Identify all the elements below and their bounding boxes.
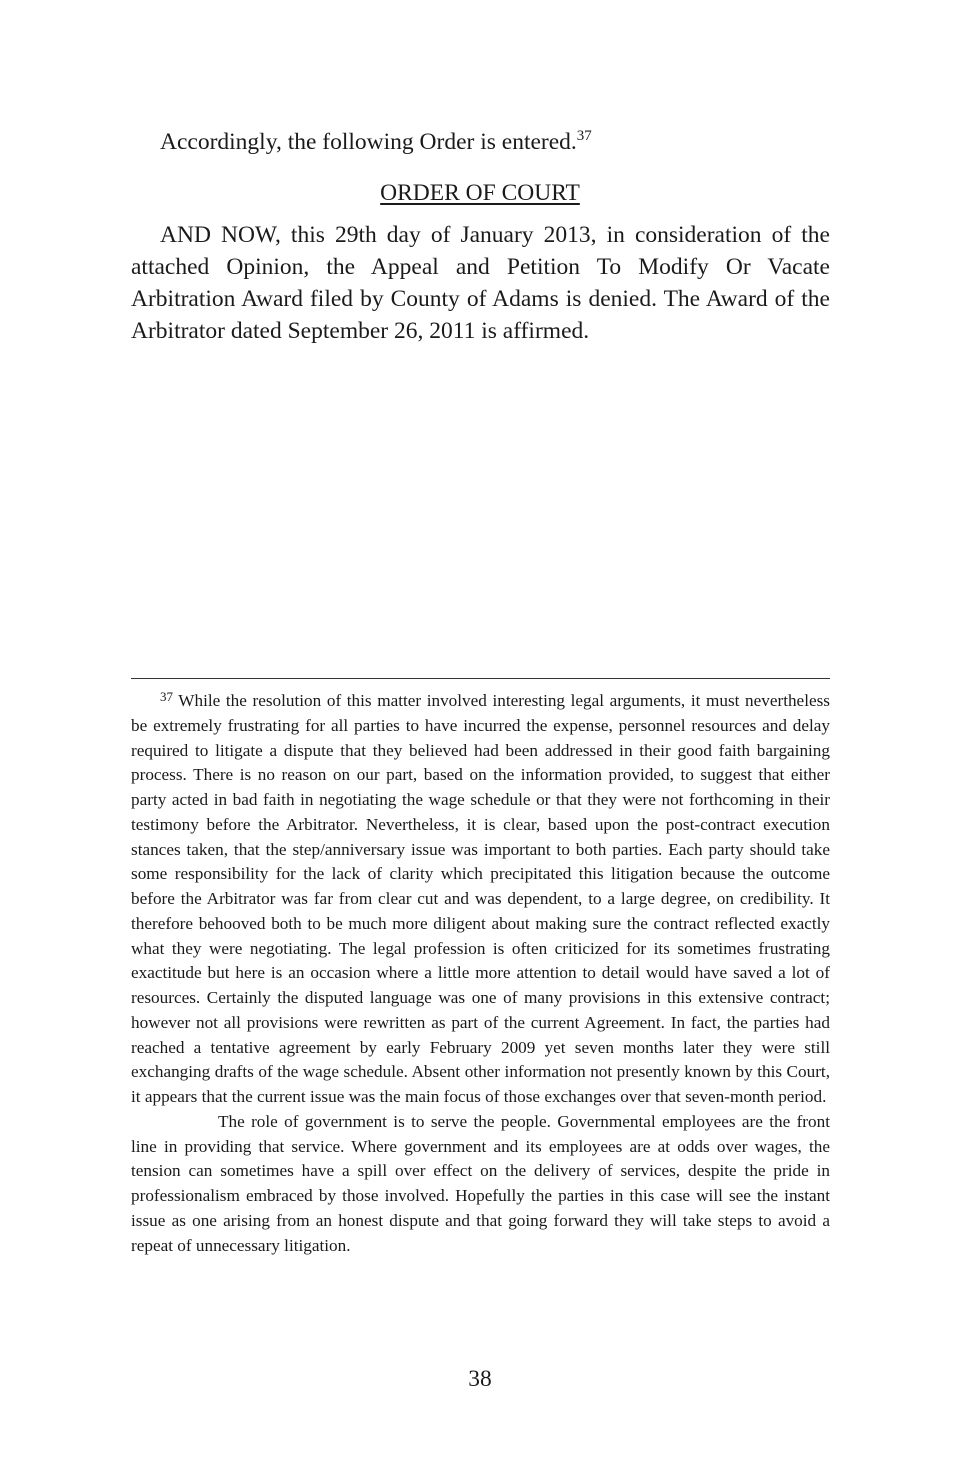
order-body: AND NOW, this 29th day of January 2013, in consideration of the attached Opinion, the Appeal and Petition To Modify Or Vacate Arbitration Award filed by County of Adams is denied. The Award of the Arbitrator dated September 26, 2011 is affirmed. xyxy=(131,222,830,344)
footnote-paragraph-1-text: While the resolution of this matter involved interesting legal arguments, it must nevertheless be extremely frustrating for all parties to have incurred the expense, personnel resources and delay required to litigate a dispute that they believed had been addressed in their good faith bargaining process. There is no reason on our part, based on the information provided, to suggest that either party acted in bad faith in negotiating the wage schedule or that they were not forthcoming in their testimony before the Arbitrator. Nevertheless, it is clear, based upon the post-contract execution stances taken, that the step/anniversary issue was important to both parties. Each party should take some responsibility for the lack of clarity which precipitated this litigation because the outcome before the Arbitrator was far from clear cut and was dependent, to a large degree, on credibility. It therefore behooved both to be much more diligent about making sure the contract reflected exactly what they were negotiating. The legal profession is often criticized for its sometimes frustrating exactitude but here is an occasion where a little more attention to detail would have saved a lot of resources. Certainly the disputed language was one of many provisions in this extensive contract; however not all provisions were rewritten as part of the current Agreement. In fact, the parties had reached a tentative agreement by early February 2009 yet seven months later they were still exchanging drafts of the wage schedule. Absent other information not presently known by this Court, it appears that the current issue was the main focus of those exchanges over that seven-month period. xyxy=(131,691,830,1106)
page-number: 38 xyxy=(468,1366,492,1392)
order-heading-text: ORDER OF COURT xyxy=(380,180,580,206)
footnote xyxy=(131,689,830,1258)
footnote-paragraph-2: The role of government is to serve the people. Governmental employees are the front line in providing that service. Where government and its employees are at odds over wages, the tension can sometimes have a spill over effect on the delivery of services, despite the pride in professionalism embraced by those involved. Hopefully the parties in this case will see the instant issue as one arising from an honest dispute and that going forward they will take steps to avoid a repeat of unnecessary litigation. xyxy=(131,1111,830,1255)
footnote-paragraph-1 xyxy=(131,689,830,1110)
footnote-number: 37 xyxy=(160,689,173,704)
intro-text: Accordingly, the following Order is entered. xyxy=(160,129,577,155)
order-heading xyxy=(0,177,960,209)
footnote-reference[interactable]: 37 xyxy=(576,128,592,144)
intro-sentence xyxy=(131,126,830,158)
footnote-divider xyxy=(131,678,830,679)
